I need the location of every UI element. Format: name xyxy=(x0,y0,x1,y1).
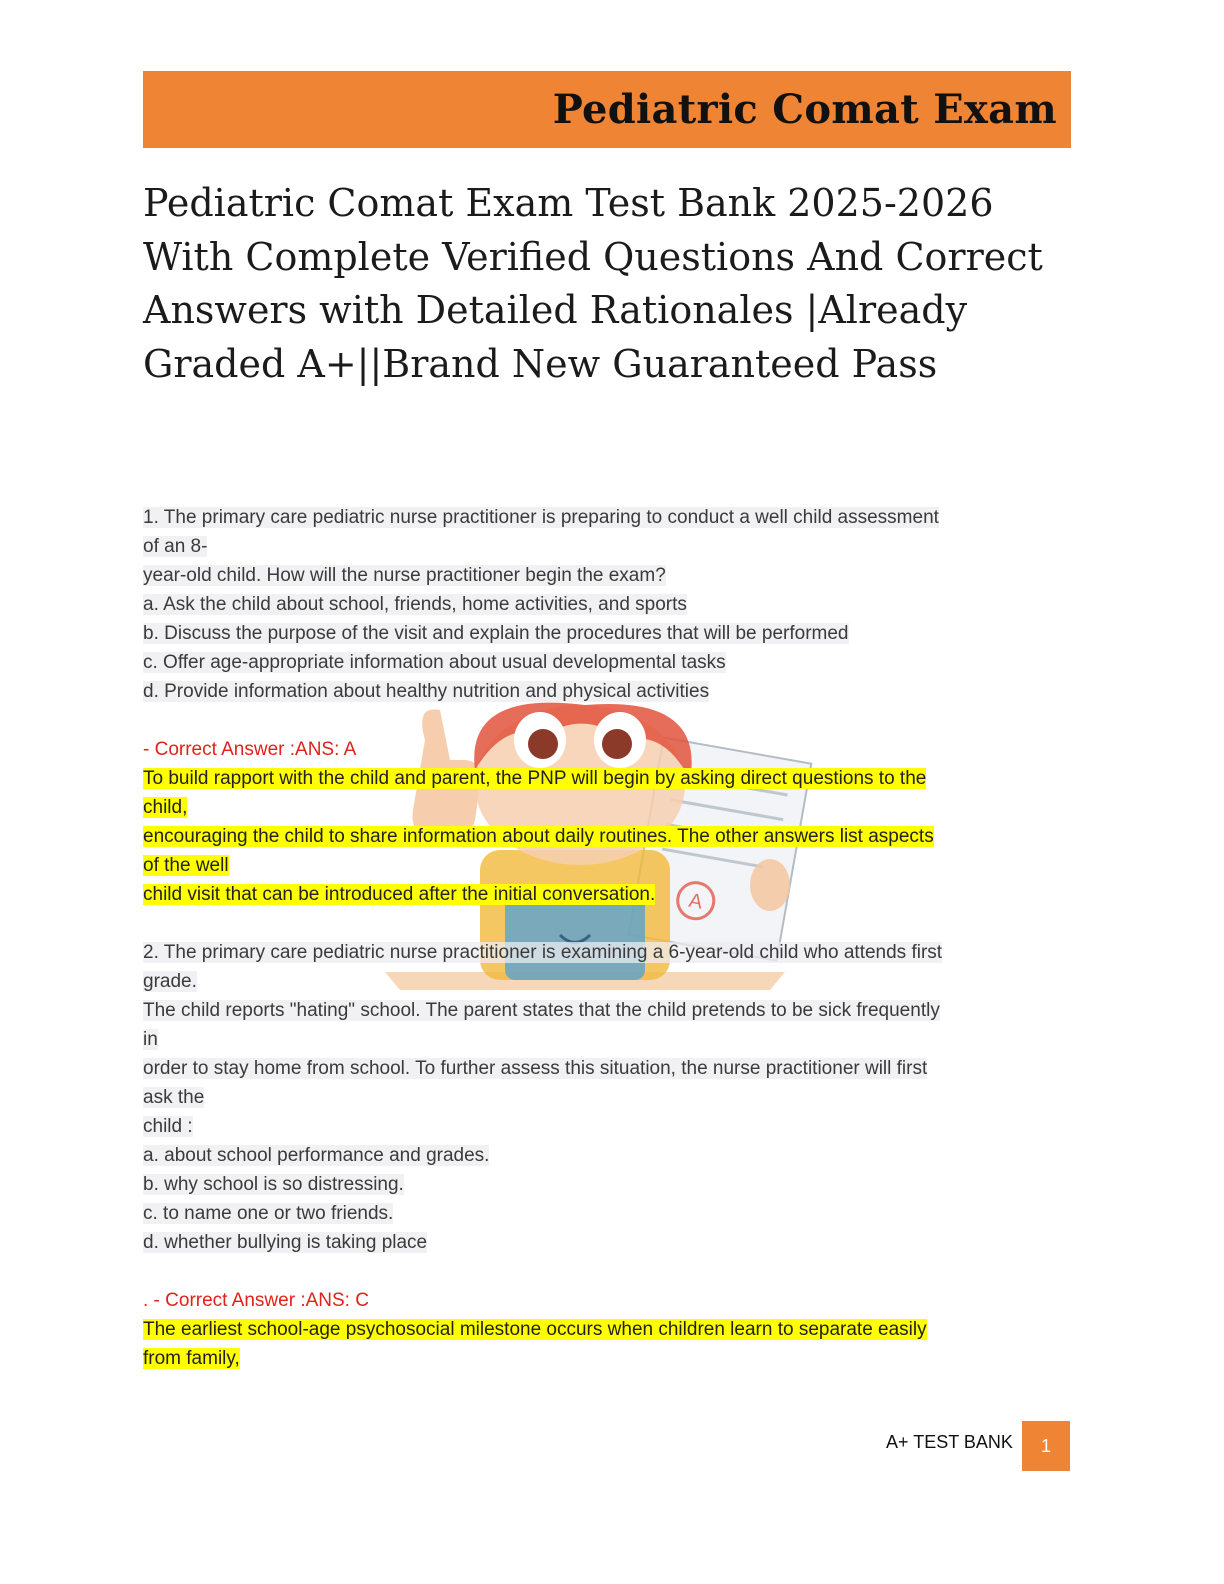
question-text: of an 8- xyxy=(143,536,208,557)
grade-badge-text: A xyxy=(687,889,705,914)
title-line: Pediatric Comat Exam Test Bank 2025-2026 xyxy=(143,181,994,225)
question-text: child : xyxy=(143,1116,193,1137)
question-1 xyxy=(143,503,1073,909)
question-text: in xyxy=(143,1029,158,1050)
answer-option: a. Ask the child about school, friends, home activities, and sports xyxy=(143,594,687,615)
correct-answer: . - Correct Answer :ANS: C xyxy=(143,1290,369,1311)
header-bar xyxy=(143,71,1071,148)
footer-label: A+ TEST BANK xyxy=(886,1432,1013,1452)
rationale-text: encouraging the child to share information about daily routines. The other answers list aspects xyxy=(143,826,934,847)
question-text: grade. xyxy=(143,971,197,992)
question-text: year-old child. How will the nurse practitioner begin the exam? xyxy=(143,565,666,586)
document-title xyxy=(143,177,1078,391)
rationale-text: child visit that can be introduced after the initial conversation. xyxy=(143,884,656,905)
question-text: 2. The primary care pediatric nurse practitioner is examining a 6-year-old child who attends first xyxy=(143,942,943,963)
answer-option: b. Discuss the purpose of the visit and explain the procedures that will be performed xyxy=(143,623,849,644)
answer-option: b. why school is so distressing. xyxy=(143,1174,404,1195)
answer-option: c. Offer age-appropriate information about usual developmental tasks xyxy=(143,652,726,673)
question-text: The child reports "hating" school. The parent states that the child pretends to be sick frequently xyxy=(143,1000,940,1021)
answer-option: c. to name one or two friends. xyxy=(143,1203,394,1224)
correct-answer: - Correct Answer :ANS: A xyxy=(143,739,357,760)
question-text: ask the xyxy=(143,1087,205,1108)
answer-option: a. about school performance and grades. xyxy=(143,1145,490,1166)
rationale-text: of the well xyxy=(143,855,229,876)
answer-option: d. Provide information about healthy nutrition and physical activities xyxy=(143,681,710,702)
question-text: order to stay home from school. To further assess this situation, the nurse practitioner will first xyxy=(143,1058,928,1079)
rationale-text: child, xyxy=(143,797,188,818)
rationale-text: from family, xyxy=(143,1348,240,1369)
title-line: Answers with Detailed Rationales |Already xyxy=(143,288,968,332)
page-number: 1 xyxy=(1022,1421,1070,1471)
question-text: 1. The primary care pediatric nurse practitioner is preparing to conduct a well child assessment xyxy=(143,507,939,528)
rationale-text: To build rapport with the child and parent, the PNP will begin by asking direct questions to the xyxy=(143,768,927,789)
rationale-text: The earliest school-age psychosocial milestone occurs when children learn to separate easily xyxy=(143,1319,927,1340)
title-line: Graded A+||Brand New Guaranteed Pass xyxy=(143,341,938,386)
header-title: Pediatric Comat Exam xyxy=(552,86,1057,133)
exam-content xyxy=(143,503,1073,1373)
title-line: With Complete Verified Questions And Correct xyxy=(143,234,1043,279)
answer-option: d. whether bullying is taking place xyxy=(143,1232,428,1253)
question-2 xyxy=(143,938,1073,1373)
